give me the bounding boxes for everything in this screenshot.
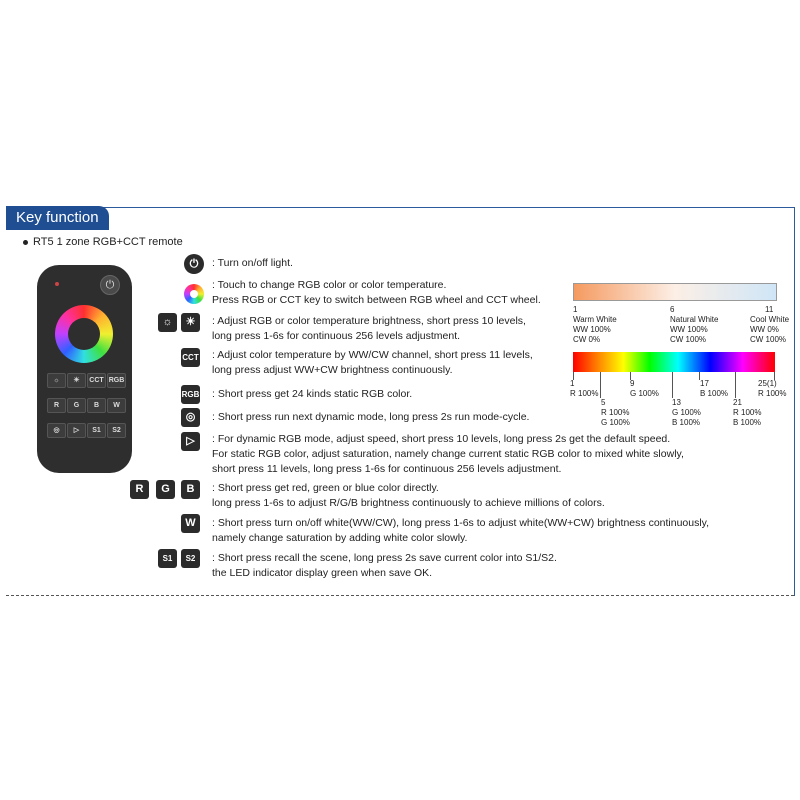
remote-key-s2[interactable]: S2 [107,423,126,438]
remote-key-r[interactable]: R [47,398,66,413]
section-header: Key function [6,206,109,230]
remote-key-s1[interactable]: S1 [87,423,106,438]
rgb-label-13: 13 G 100% B 100% [672,398,701,427]
subtitle-text: RT5 1 zone RGB+CCT remote [33,236,183,248]
rgb-label-5: 5 R 100% G 100% [601,398,630,427]
rgb-label-21: 21 R 100% B 100% [733,398,762,427]
desc-color-wheel: : Touch to change RGB color or color temperature. Press RGB or CCT key to switch between RGB wheel and CCT wheel. [212,279,541,306]
power-icon: ⏻ [184,254,204,274]
mode-key-icon: ◎ [181,408,200,427]
desc-rgb: : Short press get 24 kinds static RGB color. [212,388,413,400]
remote-power-button[interactable]: ⏻ [100,275,120,295]
remote-key-speed[interactable]: ▷ [67,423,86,438]
desc-power: : Turn on/off light. [212,257,293,269]
rgb-gradient-bar [573,352,775,372]
cct-label-1: 1 Warm White WW 100% CW 0% [573,305,617,344]
remote-key-rgb[interactable]: RGB [107,373,126,388]
desc-scene: : Short press recall the scene, long press 2s save current color into S1/S2. the LED indicator display green when save OK. [212,552,557,579]
led-indicator-icon [55,282,59,286]
remote-key-b[interactable]: B [87,398,106,413]
remote-key-w[interactable]: W [107,398,126,413]
r-key-icon: R [130,480,149,499]
speed-key-icon: ▷ [181,432,200,451]
bullet-icon [23,240,28,245]
b-key-icon: B [181,480,200,499]
remote-color-wheel[interactable] [55,305,113,363]
tick-13 [672,372,673,398]
rgb-label-1: 1 R 100% [570,379,599,398]
brightness-down-icon: ☼ [158,313,177,332]
cct-label-11: 11 Cool White WW 0% CW 100% [750,305,790,344]
rgb-label-9: 9 G 100% [630,379,659,398]
rgb-label-25: 25(1) R 100% [758,379,787,398]
remote-key-bright-up[interactable]: ☀ [67,373,86,388]
desc-mode: : Short press run next dynamic mode, long press 2s run mode-cycle. [212,411,530,423]
cct-key-icon: CCT [181,348,200,367]
remote-key-g[interactable]: G [67,398,86,413]
s1-key-icon: S1 [158,549,177,568]
cct-gradient-bar [573,283,777,301]
desc-rgb-direct: : Short press get red, green or blue color directly. long press 1-6s to adjust R/G/B brightness continuously to achieve millions of colors. [212,482,605,509]
remote-key-mode[interactable]: ◎ [47,423,66,438]
color-wheel-icon [184,284,204,304]
rgb-key-icon: RGB [181,385,200,404]
section-subtitle [23,236,183,248]
tick-21 [735,372,736,398]
tick-5 [600,372,601,398]
dashed-divider [6,595,794,596]
desc-brightness: : Adjust RGB or color temperature brightness, short press 10 levels, long press 1-6s for continuous 256 levels adjustment. [212,315,526,342]
g-key-icon: G [156,480,175,499]
remote-key-cct[interactable]: CCT [87,373,106,388]
cct-label-6: 6 Natural White WW 100% CW 100% [670,305,719,344]
desc-speed: : For dynamic RGB mode, adjust speed, short press 10 levels, long press 2s get the default speed. For static RGB color, adjust saturation, namely change current static RGB color to mixed white slowly, short press 11 levels, long press 1-6s for continuous 256 levels adjustment. [212,433,684,475]
s2-key-icon: S2 [181,549,200,568]
rgb-label-17: 17 B 100% [700,379,729,398]
desc-white: : Short press turn on/off white(WW/CW), long press 1-6s to adjust white(WW+CW) brightness continuously, namely change saturation by adding white color slowly. [212,517,710,544]
brightness-up-icon: ☀ [181,313,200,332]
desc-cct: : Adjust color temperature by WW/CW channel, short press 11 levels, long press adjust WW+CW brightness continuously. [212,349,533,376]
w-key-icon: W [181,514,200,533]
remote-key-bright-down[interactable]: ☼ [47,373,66,388]
remote-illustration [37,265,132,473]
